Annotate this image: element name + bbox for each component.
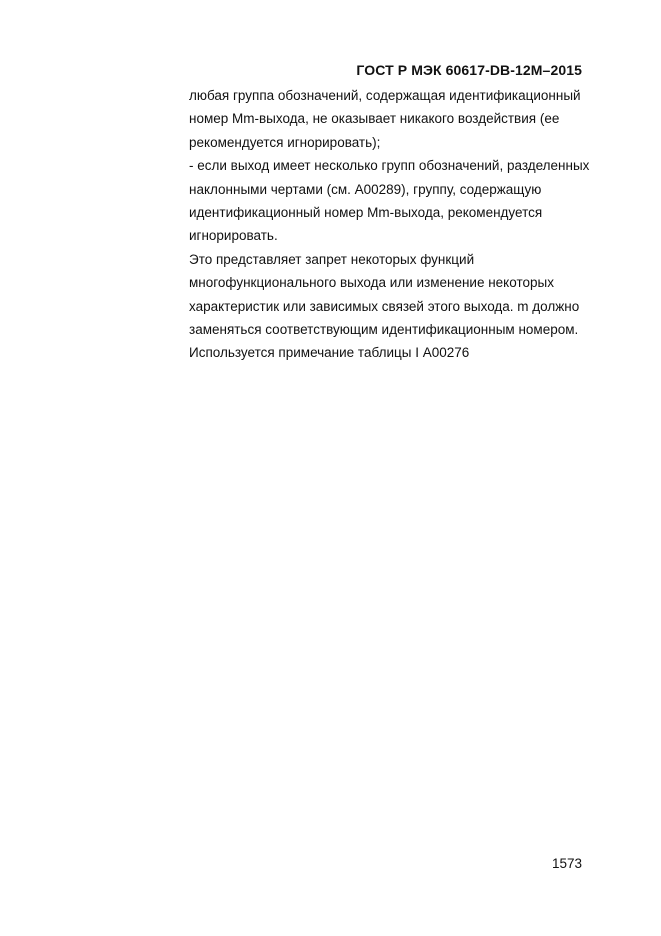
text-line: заменяться соответствующим идентификационным номером. bbox=[189, 322, 579, 338]
text-line: многофункционального выхода или изменение некоторых bbox=[189, 275, 554, 291]
text-line: - если выход имеет несколько групп обозначений, разделенных bbox=[189, 158, 590, 174]
text-line: игнорировать. bbox=[189, 228, 278, 244]
text-line: характеристик или зависимых связей этого выхода. m должно bbox=[189, 298, 580, 314]
page-number: 1573 bbox=[551, 856, 582, 871]
body-text bbox=[189, 84, 609, 365]
text-line: идентификационный номер Mm-выхода, рекомендуется bbox=[189, 205, 543, 221]
text-line: Используется примечание таблицы I А00276 bbox=[189, 345, 470, 361]
standard-code-header: ГОСТ Р МЭК 60617-DB-12M–2015 bbox=[356, 62, 582, 78]
text-line: любая группа обозначений, содержащая идентификационный bbox=[189, 88, 581, 103]
text-line: номер Mm-выхода, не оказывает никакого воздействия (ее bbox=[189, 111, 560, 127]
text-line: Это представляет запрет некоторых функций bbox=[189, 251, 475, 267]
text-line: рекомендуется игнорировать); bbox=[189, 134, 381, 150]
text-line: наклонными чертами (см. А00289), группу, содержащую bbox=[189, 181, 542, 197]
